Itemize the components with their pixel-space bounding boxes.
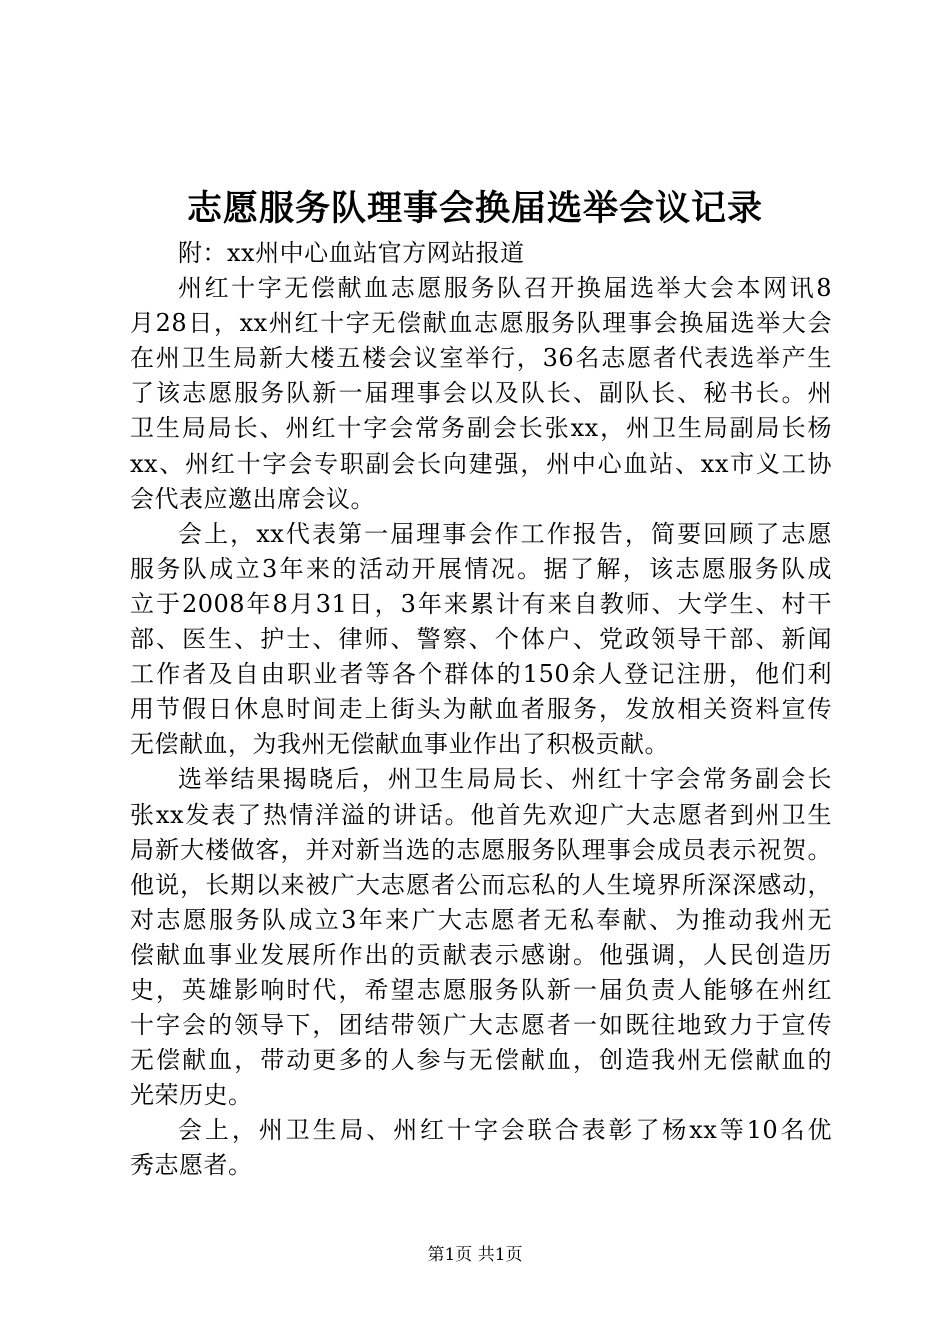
text-line: 服务队成立3年来的活动开展情况。据了解，该志愿服务队成: [130, 554, 832, 583]
document-title: 志愿服务队理事会换届选举会议记录: [186, 188, 763, 229]
text-line: 光荣历史。: [130, 1081, 253, 1110]
text-line: 无偿献血，为我州无偿献血事业作出了积极贡献。: [130, 730, 669, 759]
text-line: 张xx发表了热情洋溢的讲话。他首先欢迎广大志愿者到州卫生: [130, 800, 832, 829]
page-footer: 第1页 共1页: [427, 1245, 523, 1265]
document-subtitle: 附：xx州中心血站官方网站报道: [178, 239, 525, 267]
text-line: 他说，长期以来被广大志愿者公而忘私的人生境界所深深感动，: [130, 870, 832, 899]
text-line: 部、医生、护士、律师、警察、个体户、党政领导干部、新闻: [130, 625, 832, 654]
text-line: 对志愿服务队成立3年来广大志愿者无私奉献、为推动我州无: [130, 905, 832, 934]
text-line: 工作者及自由职业者等各个群体的150余人登记注册，他们利: [130, 660, 832, 689]
text-line: 局新大楼做客，并对新当选的志愿服务队理事会成员表示祝贺。: [130, 835, 832, 864]
text-line: 在州卫生局新大楼五楼会议室举行，36名志愿者代表选举产生: [130, 344, 832, 373]
text-line: 州红十字无偿献血志愿服务队召开换届选举大会本网讯8: [178, 274, 832, 303]
text-line: 史，英雄影响时代，希望志愿服务队新一届负责人能够在州红: [130, 975, 832, 1004]
text-line: 立于2008年8月31日，3年来累计有来自教师、大学生、村干: [130, 589, 832, 618]
text-line: xx、州红十字会专职副会长向建强，州中心血站、xx市义工协: [130, 449, 832, 478]
text-line: 会代表应邀出席会议。: [130, 484, 375, 513]
text-line: 月28日，xx州红十字无偿献血志愿服务队理事会换届选举大会: [130, 309, 832, 338]
text-line: 卫生局局长、州红十字会常务副会长张xx，州卫生局副局长杨: [130, 414, 832, 443]
text-line: 会上，xx代表第一届理事会作工作报告，简要回顾了志愿: [178, 519, 832, 548]
text-line: 十字会的领导下，团结带领广大志愿者一如既往地致力于宣传: [130, 1011, 832, 1040]
text-line: 用节假日休息时间走上街头为献血者服务，发放相关资料宣传: [130, 695, 832, 724]
document-body: [130, 236, 832, 1184]
text-line: 秀志愿者。: [130, 1151, 253, 1180]
text-line: 会上，州卫生局、州红十字会联合表彰了杨xx等10名优: [178, 1116, 832, 1145]
text-line: 偿献血事业发展所作出的贡献表示感谢。他强调，人民创造历: [130, 940, 832, 969]
text-line: 无偿献血，带动更多的人参与无偿献血，创造我州无偿献血的: [130, 1046, 832, 1075]
text-line: 选举结果揭晓后，州卫生局局长、州红十字会常务副会长: [178, 765, 832, 794]
text-line: 了该志愿服务队新一届理事会以及队长、副队长、秘书长。州: [130, 379, 832, 408]
